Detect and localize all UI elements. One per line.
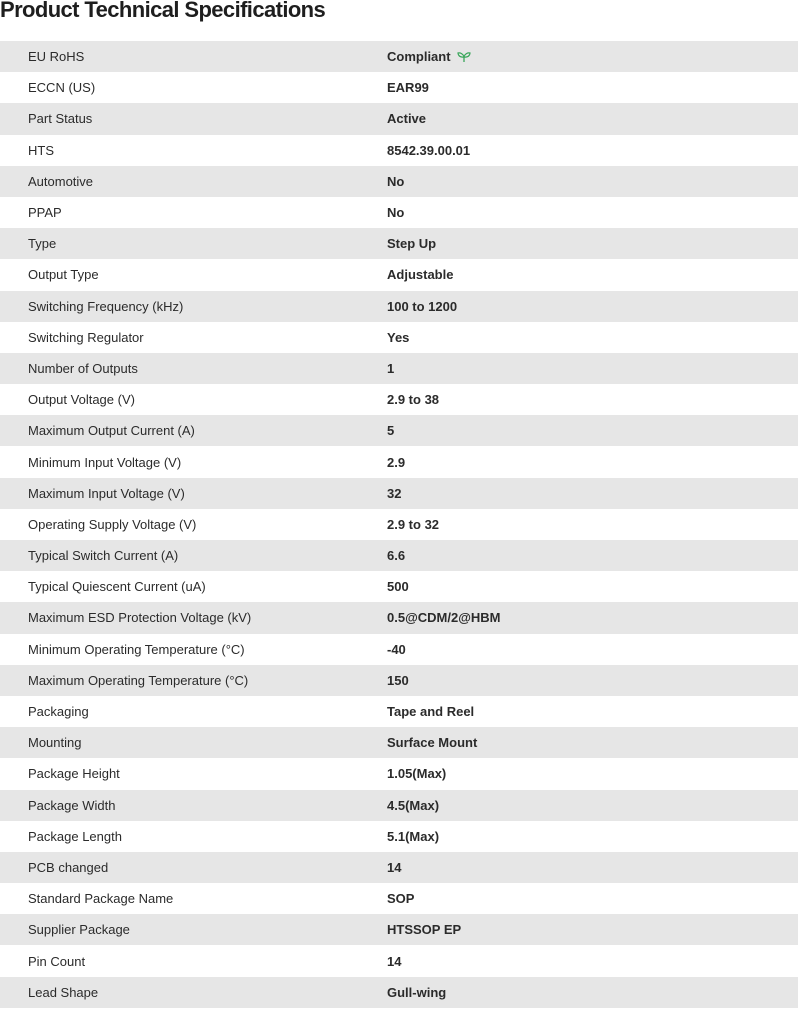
spec-label: Standard Package Name bbox=[28, 891, 174, 907]
spec-row bbox=[0, 166, 798, 197]
spec-label: Supplier Package bbox=[28, 922, 130, 938]
spec-value-cell bbox=[387, 673, 409, 688]
spec-row bbox=[0, 665, 798, 696]
spec-value-cell bbox=[387, 642, 406, 657]
spec-value: No bbox=[387, 205, 405, 221]
spec-value-cell bbox=[387, 704, 474, 719]
spec-value-cell bbox=[387, 891, 414, 906]
spec-row bbox=[0, 914, 798, 945]
spec-label: Minimum Input Voltage (V) bbox=[28, 454, 182, 470]
spec-value-cell bbox=[387, 486, 401, 501]
spec-value-cell bbox=[387, 517, 439, 532]
spec-label: Type bbox=[28, 236, 57, 252]
spec-value-cell bbox=[387, 954, 401, 969]
spec-value-cell bbox=[387, 299, 457, 314]
spec-value-cell bbox=[387, 922, 461, 937]
spec-row bbox=[0, 353, 798, 384]
spec-value: Adjustable bbox=[387, 267, 454, 283]
spec-value-cell bbox=[387, 205, 404, 220]
spec-value: Compliant bbox=[387, 49, 451, 65]
spec-value: 500 bbox=[387, 579, 409, 595]
spec-value-cell bbox=[387, 80, 429, 95]
spec-value: -40 bbox=[387, 641, 406, 657]
spec-value-cell bbox=[387, 455, 405, 470]
spec-row bbox=[0, 790, 798, 821]
spec-label: EU RoHS bbox=[28, 49, 85, 65]
spec-value: 150 bbox=[387, 672, 409, 688]
spec-label: Mounting bbox=[28, 735, 82, 751]
spec-value: 0.5@CDM/2@HBM bbox=[387, 610, 501, 626]
spec-label: Switching Regulator bbox=[28, 329, 144, 345]
spec-row bbox=[0, 883, 798, 914]
spec-row bbox=[0, 977, 798, 1008]
spec-label: Automotive bbox=[28, 173, 94, 189]
spec-value-cell bbox=[387, 361, 394, 376]
spec-value: 14 bbox=[387, 859, 402, 875]
spec-label: Pin Count bbox=[28, 953, 86, 969]
spec-label: Part Status bbox=[28, 111, 93, 127]
spec-value: 5.1(Max) bbox=[387, 828, 440, 844]
spec-row bbox=[0, 135, 798, 166]
spec-value-cell bbox=[387, 798, 439, 813]
spec-label: Number of Outputs bbox=[28, 360, 138, 376]
spec-value-cell bbox=[387, 392, 439, 407]
spec-row bbox=[0, 727, 798, 758]
spec-row bbox=[0, 478, 798, 509]
spec-value: 14 bbox=[387, 953, 402, 969]
spec-value: Surface Mount bbox=[387, 735, 478, 751]
spec-label: Package Width bbox=[28, 797, 116, 813]
spec-value-cell bbox=[387, 985, 446, 1000]
spec-table bbox=[0, 41, 798, 1008]
spec-row bbox=[0, 322, 798, 353]
spec-value: HTSSOP EP bbox=[387, 922, 462, 938]
spec-label: Package Height bbox=[28, 766, 120, 782]
spec-row bbox=[0, 945, 798, 976]
spec-row bbox=[0, 509, 798, 540]
spec-value-cell bbox=[387, 174, 404, 189]
spec-value-cell bbox=[387, 49, 471, 64]
spec-value: Tape and Reel bbox=[387, 704, 475, 720]
spec-value: Gull-wing bbox=[387, 984, 447, 1000]
spec-value: 2.9 bbox=[387, 454, 406, 470]
spec-row bbox=[0, 571, 798, 602]
spec-label: Package Length bbox=[28, 828, 122, 844]
spec-value-cell bbox=[387, 330, 409, 345]
spec-label: Typical Quiescent Current (uA) bbox=[28, 579, 206, 595]
spec-label: Maximum Input Voltage (V) bbox=[28, 485, 185, 501]
spec-value-cell bbox=[387, 548, 405, 563]
spec-value: 1.05(Max) bbox=[387, 766, 447, 782]
page-title: Product Technical Specifications bbox=[0, 0, 326, 22]
spec-label: Maximum Operating Temperature (°C) bbox=[28, 672, 249, 688]
spec-value-cell bbox=[387, 267, 453, 282]
spec-value: EAR99 bbox=[387, 80, 429, 96]
spec-label: Packaging bbox=[28, 704, 89, 720]
spec-row bbox=[0, 72, 798, 103]
spec-value: 8542.39.00.01 bbox=[387, 142, 471, 158]
spec-value: 1 bbox=[387, 360, 395, 376]
leaf-icon bbox=[457, 51, 471, 63]
spec-label: Output Type bbox=[28, 267, 99, 283]
spec-value-cell bbox=[387, 143, 470, 158]
spec-label: PPAP bbox=[28, 205, 62, 221]
spec-label: PCB changed bbox=[28, 859, 109, 875]
spec-value-cell bbox=[387, 766, 446, 781]
spec-value: 2.9 to 38 bbox=[387, 392, 440, 408]
spec-label: Operating Supply Voltage (V) bbox=[28, 516, 197, 532]
spec-row bbox=[0, 821, 798, 852]
spec-label: Lead Shape bbox=[28, 984, 99, 1000]
spec-row bbox=[0, 415, 798, 446]
spec-row bbox=[0, 446, 798, 477]
spec-row bbox=[0, 758, 798, 789]
spec-label: Maximum ESD Protection Voltage (kV) bbox=[28, 610, 252, 626]
spec-value: 6.6 bbox=[387, 548, 406, 564]
spec-value: 5 bbox=[387, 423, 395, 439]
spec-row bbox=[0, 696, 798, 727]
spec-label: Maximum Output Current (A) bbox=[28, 423, 195, 439]
spec-value-cell bbox=[387, 735, 477, 750]
spec-label: Typical Switch Current (A) bbox=[28, 548, 179, 564]
spec-row bbox=[0, 41, 798, 72]
spec-value: 4.5(Max) bbox=[387, 797, 440, 813]
spec-value: Step Up bbox=[387, 236, 437, 252]
spec-value-cell bbox=[387, 111, 426, 126]
spec-row bbox=[0, 103, 798, 134]
spec-value-cell bbox=[387, 579, 409, 594]
spec-value: 32 bbox=[387, 485, 402, 501]
spec-row bbox=[0, 384, 798, 415]
spec-row bbox=[0, 540, 798, 571]
spec-row bbox=[0, 228, 798, 259]
spec-value: 2.9 to 32 bbox=[387, 516, 440, 532]
spec-row bbox=[0, 291, 798, 322]
spec-label: ECCN (US) bbox=[28, 80, 96, 96]
spec-value: No bbox=[387, 173, 405, 189]
spec-row bbox=[0, 852, 798, 883]
spec-row bbox=[0, 634, 798, 665]
spec-value: Active bbox=[387, 111, 427, 127]
spec-value-cell bbox=[387, 829, 439, 844]
spec-row bbox=[0, 602, 798, 633]
spec-value-cell bbox=[387, 236, 436, 251]
spec-label: Switching Frequency (kHz) bbox=[28, 298, 184, 314]
spec-row bbox=[0, 259, 798, 290]
spec-value-cell bbox=[387, 610, 500, 625]
spec-row bbox=[0, 197, 798, 228]
spec-value-cell bbox=[387, 860, 401, 875]
spec-value: 100 to 1200 bbox=[387, 298, 458, 314]
spec-label: Output Voltage (V) bbox=[28, 392, 135, 408]
spec-value: Yes bbox=[387, 329, 410, 345]
spec-label: HTS bbox=[28, 142, 54, 158]
spec-label: Minimum Operating Temperature (°C) bbox=[28, 641, 245, 657]
spec-value: SOP bbox=[387, 891, 415, 907]
spec-value-cell bbox=[387, 423, 394, 438]
